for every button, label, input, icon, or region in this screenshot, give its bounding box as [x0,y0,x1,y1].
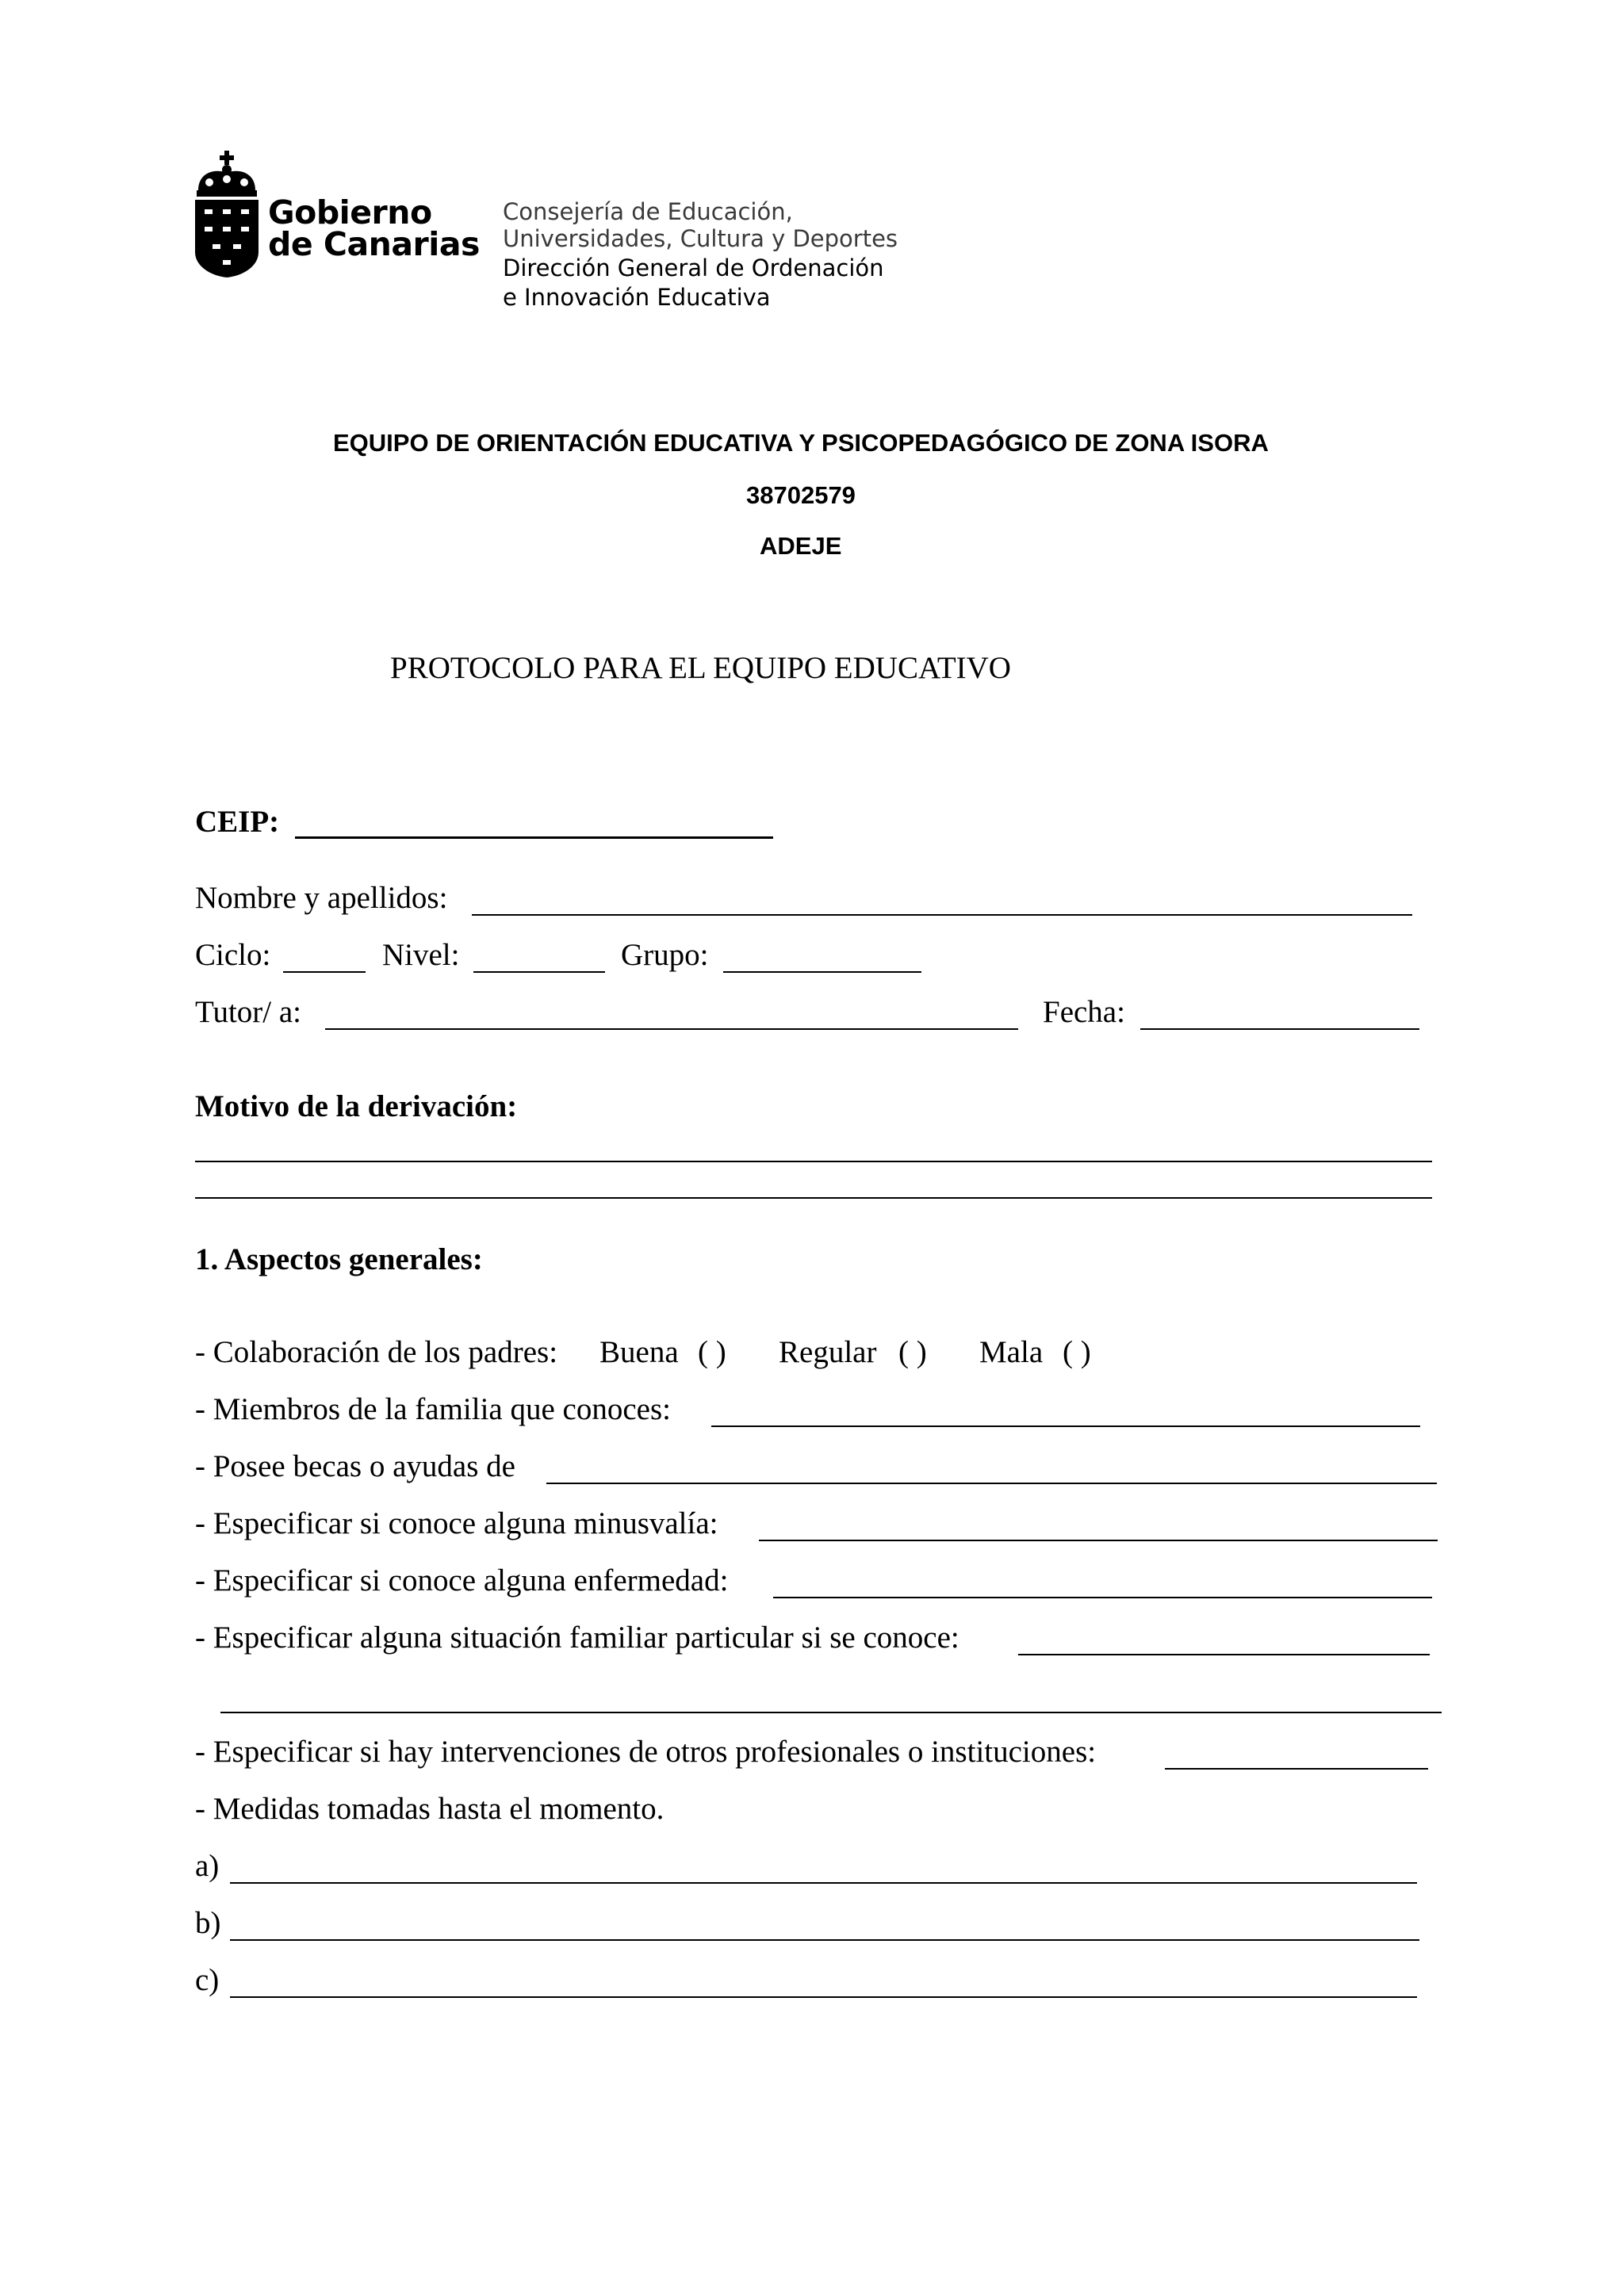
location: ADEJE [760,532,842,560]
grupo-label: Grupo: [621,938,709,972]
situacion-field[interactable] [1018,1654,1430,1655]
coat-of-arms-icon [193,151,260,277]
enfermedad-field[interactable] [773,1597,1432,1598]
document-title: PROTOCOLO PARA EL EQUIPO EDUCATIVO [390,651,1011,685]
ciclo-label: Ciclo: [195,938,271,972]
colaboracion-label: - Colaboración de los padres: [195,1335,558,1369]
ceip-label: CEIP: [195,805,280,839]
ceip-field[interactable] [295,836,773,839]
department-name: Consejería de Educación, Universidades, Cultura y Deportes Dirección General de Ordenación e Innovación Educativa [503,198,898,311]
nombre-field[interactable] [472,914,1412,916]
fecha-label: Fecha: [1043,995,1125,1029]
miembros-label: - Miembros de la familia que conoces: [195,1392,671,1426]
tutor-label: Tutor/ a: [195,995,302,1029]
medida-a-field[interactable] [230,1882,1417,1884]
option-regular-checkbox[interactable]: ( ) [898,1335,927,1369]
option-buena-checkbox[interactable]: ( ) [698,1335,726,1369]
minusvalia-label: - Especificar si conoce alguna minusvalía: [195,1506,718,1540]
situacion-label: - Especificar alguna situación familiar particular si se conoce: [195,1621,959,1655]
becas-field[interactable] [546,1483,1437,1484]
option-mala-label: Mala [979,1335,1044,1369]
medida-a-label: a) [195,1849,220,1883]
option-mala-checkbox[interactable]: ( ) [1063,1335,1091,1369]
situacion-field-line-2[interactable] [220,1712,1442,1713]
enfermedad-label: - Especificar si conoce alguna enfermedad: [195,1563,729,1598]
center-code: 38702579 [746,481,856,509]
medida-c-label: c) [195,1963,220,1997]
miembros-field[interactable] [711,1425,1420,1427]
nombre-label: Nombre y apellidos: [195,881,448,915]
minusvalia-field[interactable] [759,1540,1438,1541]
motivo-field-line-2[interactable] [195,1197,1432,1199]
option-buena-label: Buena [599,1335,679,1369]
medida-b-label: b) [195,1906,221,1940]
option-regular-label: Regular [779,1335,877,1369]
motivo-label: Motivo de la derivación: [195,1089,518,1123]
tutor-field[interactable] [325,1028,1018,1030]
becas-label: - Posee becas o ayudas de [195,1449,515,1483]
nivel-label: Nivel: [382,938,460,972]
medida-b-field[interactable] [230,1939,1419,1941]
medidas-label: - Medidas tomadas hasta el momento. [195,1792,665,1826]
fecha-field[interactable] [1140,1028,1419,1030]
medida-c-field[interactable] [230,1996,1417,1998]
section-heading: 1. Aspectos generales: [195,1242,483,1276]
government-name: Gobierno de Canarias [268,193,480,263]
intervenciones-field[interactable] [1165,1768,1428,1770]
grupo-field[interactable] [723,971,921,973]
intervenciones-label: - Especificar si hay intervenciones de otros profesionales o instituciones: [195,1735,1097,1769]
motivo-field-line-1[interactable] [195,1161,1432,1162]
nivel-field[interactable] [473,971,605,973]
team-name: EQUIPO DE ORIENTACIÓN EDUCATIVA Y PSICOPEDAGÓGICO DE ZONA ISORA [333,429,1269,457]
ciclo-field[interactable] [283,971,366,973]
